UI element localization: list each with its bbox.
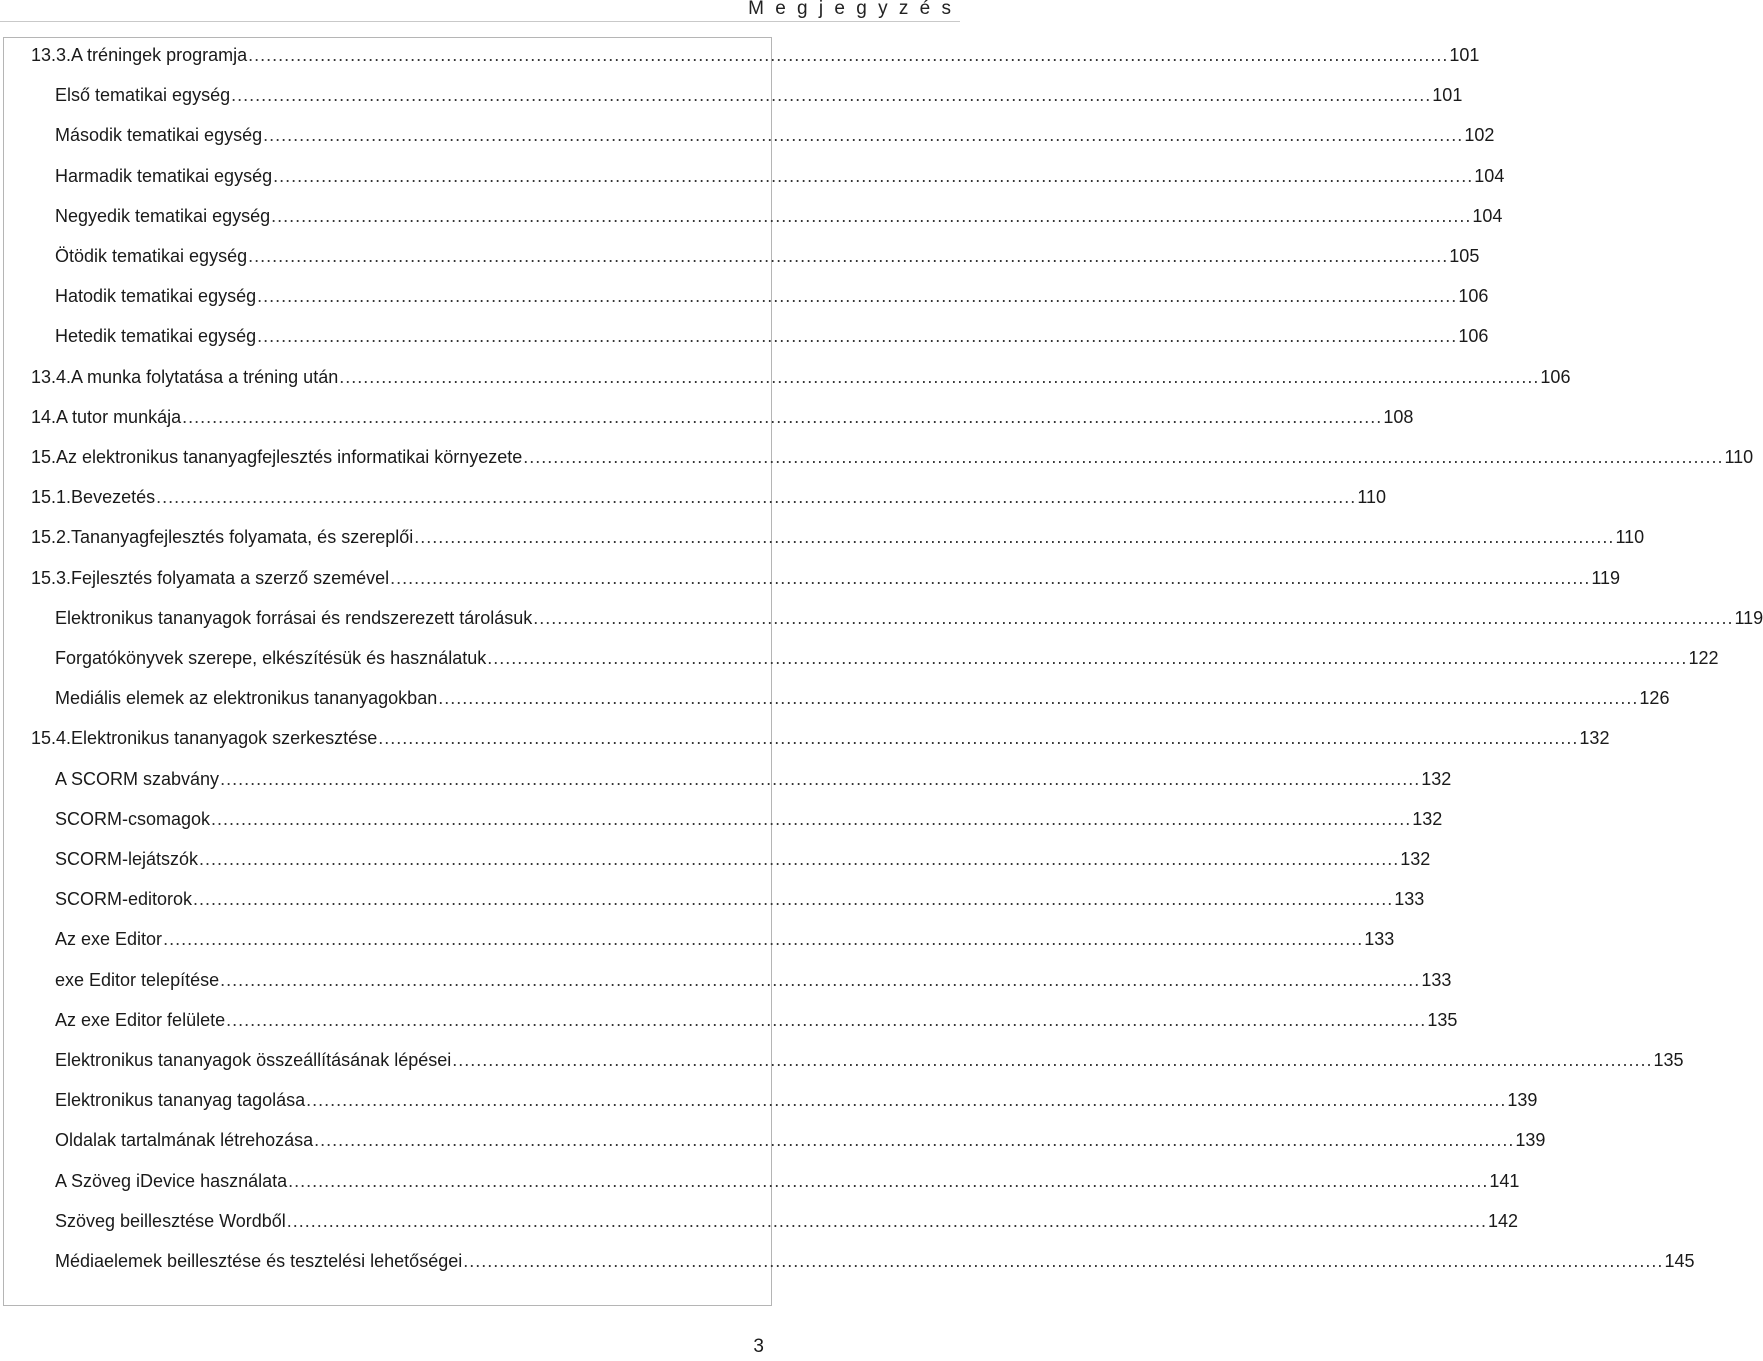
dot-leader: ........................................................................................................................................................................................................ xyxy=(452,1050,1653,1070)
dot-leader: ........................................................................................................................................................................................................ xyxy=(306,1090,1507,1111)
toc-entry-page-number: 145 xyxy=(1664,1251,1695,1271)
toc-entry-page-number: 104 xyxy=(1474,165,1505,186)
toc-entry-page-number: 108 xyxy=(1383,406,1414,427)
dot-leader: ........................................................................................................................................................................................................ xyxy=(257,286,1458,307)
dot-leader: ........................................................................................................................................................................................................ xyxy=(271,205,1472,226)
toc-entry-page-number: 102 xyxy=(1464,125,1495,146)
dot-leader: ........................................................................................................................................................................................................ xyxy=(263,125,1464,146)
toc-entry[interactable] xyxy=(55,161,1505,191)
toc-entry[interactable] xyxy=(55,965,1452,995)
toc-entry[interactable] xyxy=(31,40,1480,70)
toc-entry[interactable] xyxy=(55,764,1452,794)
toc-entry-number: 14. xyxy=(31,406,57,427)
toc-entry-page-number: 135 xyxy=(1427,1009,1458,1030)
toc-entry-page-number: 141 xyxy=(1489,1170,1520,1191)
dot-leader: ........................................................................................................................................................................................................ xyxy=(211,808,1412,829)
dot-leader: ........................................................................................................................................................................................................ xyxy=(248,246,1449,266)
toc-entry[interactable] xyxy=(55,1045,1684,1075)
toc-entry[interactable] xyxy=(55,643,1719,673)
toc-entry-page-number: 110 xyxy=(1724,447,1754,467)
toc-entry-page-number: 139 xyxy=(1507,1090,1538,1111)
dot-leader: ........................................................................................................................................................................................................ xyxy=(226,1009,1427,1030)
toc-entry-page-number: 122 xyxy=(1688,648,1719,668)
toc-entry-title: A SCORM szabvány xyxy=(55,768,220,789)
toc-entry-page-number: 132 xyxy=(1579,728,1610,749)
toc-entry-page-number: 106 xyxy=(1458,326,1489,347)
dot-leader: ........................................................................................................................................................................................................ xyxy=(378,728,1579,749)
toc-entry-page-number: 132 xyxy=(1412,808,1443,829)
toc-entry-title: Elektronikus tananyagok forrásai és rendszerezett tárolásuk xyxy=(55,607,533,628)
toc-entry-title: A tréningek programja xyxy=(71,45,248,65)
toc-entry-page-number: 105 xyxy=(1449,246,1480,266)
page-number: 3 xyxy=(753,1336,764,1357)
toc-entry-title: Elektronikus tananyagok összeállításának lépései xyxy=(55,1050,452,1070)
table-of-contents-frame xyxy=(3,37,1763,1306)
dot-leader: ........................................................................................................................................................................................................ xyxy=(463,1251,1664,1271)
toc-entry-title: Hatodik tematikai egység xyxy=(55,286,257,307)
toc-entry-number: 13.3. xyxy=(31,45,72,65)
toc-entry-title: SCORM-editorok xyxy=(55,889,193,910)
toc-entry[interactable] xyxy=(55,683,1670,713)
toc-entry-number: 15.2. xyxy=(31,527,72,548)
toc-entry[interactable] xyxy=(55,80,1463,110)
toc-entry-title: Tananyagfejlesztés folyamata, és szereplői xyxy=(71,527,414,548)
toc-entry-title: Az elektronikus tananyagfejlesztés informatikai környezete xyxy=(56,447,523,467)
dot-leader: ........................................................................................................................................................................................................ xyxy=(257,326,1458,347)
dot-leader: ........................................................................................................................................................................................................ xyxy=(273,165,1474,186)
toc-entry-title: Az exe Editor xyxy=(55,929,163,950)
toc-entry-number: 15.4. xyxy=(31,728,72,749)
toc-entry-title: Szöveg beillesztése Wordből xyxy=(55,1210,286,1231)
dot-leader: ........................................................................................................................................................................................................ xyxy=(193,889,1394,910)
toc-entry[interactable] xyxy=(55,1246,1695,1276)
dot-leader: ........................................................................................................................................................................................................ xyxy=(220,969,1421,990)
toc-entry-page-number: 101 xyxy=(1449,45,1480,65)
toc-entry-page-number: 119 xyxy=(1734,607,1763,628)
dot-leader: ........................................................................................................................................................................................................ xyxy=(523,447,1724,467)
toc-entry-title: Mediális elemek az elektronikus tananyagokban xyxy=(55,688,438,709)
dot-leader: ........................................................................................................................................................................................................ xyxy=(288,1170,1489,1191)
toc-entry-title: A Szöveg iDevice használata xyxy=(55,1170,288,1191)
toc-entry-title: Második tematikai egység xyxy=(55,125,263,146)
toc-entry[interactable] xyxy=(55,1085,1538,1115)
toc-entry-number: 15. xyxy=(31,447,57,467)
toc-entry[interactable] xyxy=(55,201,1503,231)
toc-entry-page-number: 132 xyxy=(1400,849,1431,869)
toc-entry[interactable] xyxy=(31,522,1645,552)
toc-entry[interactable] xyxy=(31,482,1387,512)
toc-entry[interactable] xyxy=(31,402,1414,432)
toc-entry[interactable] xyxy=(55,884,1425,914)
toc-entry[interactable] xyxy=(55,804,1443,834)
toc-entry-page-number: 119 xyxy=(1591,567,1621,588)
toc-entry[interactable] xyxy=(31,563,1621,593)
toc-entry-title: Oldalak tartalmának létrehozása xyxy=(55,1130,314,1151)
toc-entry-page-number: 104 xyxy=(1472,205,1503,226)
dot-leader: ........................................................................................................................................................................................................ xyxy=(231,85,1432,106)
toc-entry[interactable] xyxy=(55,1005,1458,1035)
toc-entry-number: 13.4. xyxy=(31,366,72,387)
toc-entry[interactable] xyxy=(55,241,1480,271)
toc-entry-page-number: 133 xyxy=(1421,969,1452,990)
toc-entry[interactable] xyxy=(55,844,1431,874)
dot-leader: ........................................................................................................................................................................................................ xyxy=(220,768,1421,789)
toc-entry-title: Elektronikus tananyagok szerkesztése xyxy=(71,728,378,749)
toc-entry[interactable] xyxy=(55,1166,1520,1196)
toc-entry-page-number: 110 xyxy=(1357,487,1387,508)
dot-leader: ........................................................................................................................................................................................................ xyxy=(414,527,1615,548)
toc-entry-title: A munka folytatása a tréning után xyxy=(71,366,339,387)
toc-entry-page-number: 135 xyxy=(1653,1050,1684,1070)
toc-entry[interactable] xyxy=(55,120,1495,150)
toc-entry-title: Fejlesztés folyamata a szerző szemével xyxy=(71,567,390,588)
dot-leader: ........................................................................................................................................................................................................ xyxy=(533,607,1734,628)
dot-leader: ........................................................................................................................................................................................................ xyxy=(199,849,1400,869)
toc-entry-title: Elektronikus tananyag tagolása xyxy=(55,1090,306,1111)
toc-entry-title: Forgatókönyvek szerepe, elkészítésük és használatuk xyxy=(55,648,487,668)
dot-leader: ........................................................................................................................................................................................................ xyxy=(314,1130,1515,1151)
toc-entry-title: exe Editor telepítése xyxy=(55,969,220,990)
toc-entry-title: A tutor munkája xyxy=(56,406,182,427)
dot-leader: ........................................................................................................................................................................................................ xyxy=(390,567,1591,588)
toc-entry-title: Ötödik tematikai egység xyxy=(55,246,248,266)
toc-entry-page-number: 126 xyxy=(1639,688,1670,709)
toc-entry[interactable] xyxy=(31,362,1571,392)
toc-entry-title: Médiaelemek beillesztése és tesztelési lehetőségei xyxy=(55,1251,463,1271)
toc-entry-page-number: 106 xyxy=(1540,366,1571,387)
toc-entry-page-number: 106 xyxy=(1458,286,1489,307)
dot-leader: ........................................................................................................................................................................................................ xyxy=(438,688,1639,709)
toc-entry-title: Harmadik tematikai egység xyxy=(55,165,273,186)
toc-entry[interactable] xyxy=(55,1206,1519,1236)
toc-entry-page-number: 139 xyxy=(1515,1130,1546,1151)
toc-entry-page-number: 133 xyxy=(1364,929,1395,950)
toc-entry[interactable] xyxy=(55,321,1489,351)
toc-entry-title: Hetedik tematikai egység xyxy=(55,326,257,347)
toc-entry[interactable] xyxy=(31,723,1610,753)
toc-entry-title: Bevezetés xyxy=(71,487,156,508)
dot-leader: ........................................................................................................................................................................................................ xyxy=(182,406,1383,427)
dot-leader: ........................................................................................................................................................................................................ xyxy=(286,1210,1487,1231)
toc-entry-page-number: 133 xyxy=(1394,889,1425,910)
toc-entry-title: Első tematikai egység xyxy=(55,85,231,106)
dot-leader: ........................................................................................................................................................................................................ xyxy=(156,487,1357,508)
toc-entry-title: SCORM-csomagok xyxy=(55,808,211,829)
toc-entry[interactable] xyxy=(31,442,1754,472)
toc-entry-title: Az exe Editor felülete xyxy=(55,1009,226,1030)
dot-leader: ........................................................................................................................................................................................................ xyxy=(163,929,1364,950)
header-rule xyxy=(0,21,960,22)
toc-entry[interactable] xyxy=(55,1125,1546,1155)
toc-entry[interactable] xyxy=(55,281,1489,311)
toc-entry-number: 15.3. xyxy=(31,567,72,588)
dot-leader: ........................................................................................................................................................................................................ xyxy=(248,45,1449,65)
toc-entry-page-number: 132 xyxy=(1421,768,1452,789)
toc-entry-page-number: 142 xyxy=(1488,1210,1519,1231)
dot-leader: ........................................................................................................................................................................................................ xyxy=(487,648,1688,668)
toc-entry-title: Negyedik tematikai egység xyxy=(55,205,271,226)
dot-leader: ........................................................................................................................................................................................................ xyxy=(339,366,1540,387)
toc-entry[interactable] xyxy=(55,924,1395,954)
toc-entry[interactable] xyxy=(55,603,1763,633)
running-header: M e g j e g y z é s xyxy=(748,0,954,19)
toc-entry-page-number: 101 xyxy=(1432,85,1463,106)
toc-entry-number: 15.1. xyxy=(31,487,72,508)
toc-entry-title: SCORM-lejátszók xyxy=(55,849,199,869)
toc-entry-page-number: 110 xyxy=(1615,527,1645,548)
